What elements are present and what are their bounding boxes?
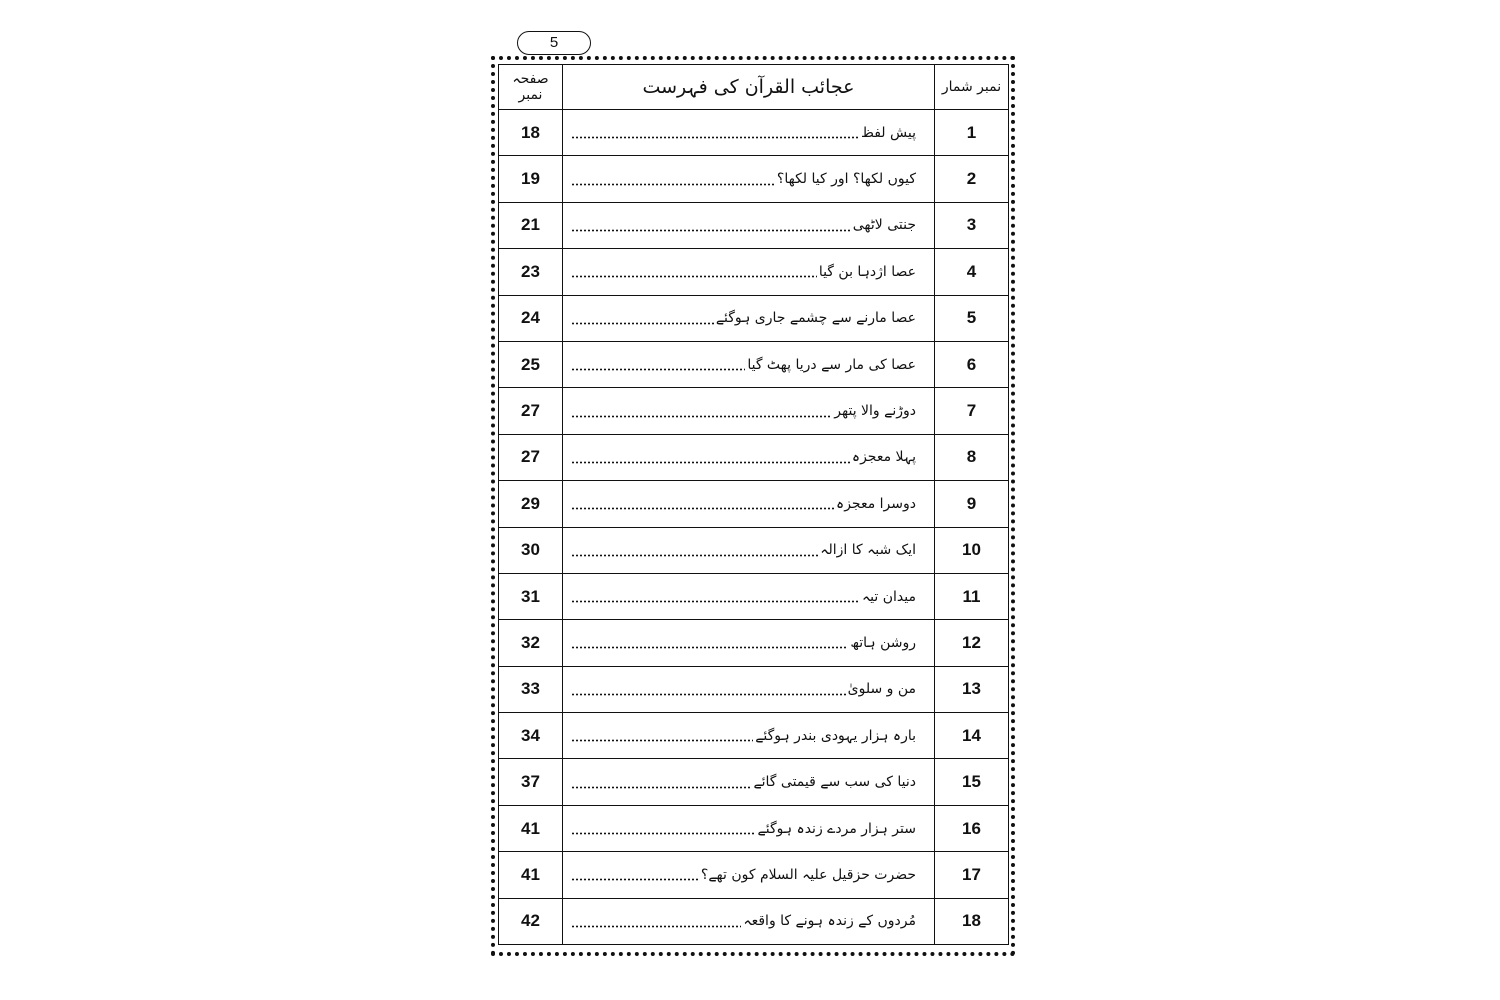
dot-leader — [571, 786, 751, 789]
page-number-cell: 27 — [499, 434, 563, 480]
table-row[interactable] — [499, 434, 1009, 480]
serial-number-cell: 3 — [935, 202, 1009, 248]
chapter-title-cell[interactable] — [563, 295, 935, 341]
serial-number-cell: 4 — [935, 249, 1009, 295]
chapter-title[interactable]: من و سلویٰ — [847, 681, 916, 698]
table-row[interactable] — [499, 898, 1009, 944]
table-row[interactable] — [499, 620, 1009, 666]
chapter-title-cell[interactable] — [563, 202, 935, 248]
table-row[interactable] — [499, 573, 1009, 619]
chapter-title-cell[interactable] — [563, 805, 935, 851]
chapter-title[interactable]: حضرت حزقیل علیہ السلام کون تھے؟ — [700, 866, 916, 883]
page-number-cell: 37 — [499, 759, 563, 805]
table-row[interactable] — [499, 759, 1009, 805]
serial-number-cell: 8 — [935, 434, 1009, 480]
page-number-cell: 21 — [499, 202, 563, 248]
chapter-title-cell[interactable] — [563, 759, 935, 805]
serial-number-cell: 11 — [935, 573, 1009, 619]
serial-number-header: نمبر شمار — [935, 65, 1009, 110]
serial-number-cell: 13 — [935, 666, 1009, 712]
chapter-title-cell[interactable] — [563, 620, 935, 666]
chapter-title-cell[interactable] — [563, 713, 935, 759]
chapter-title-cell[interactable] — [563, 434, 935, 480]
serial-number-cell: 12 — [935, 620, 1009, 666]
dot-leader — [571, 600, 860, 603]
serial-number-cell: 1 — [935, 110, 1009, 156]
dot-leader — [571, 693, 846, 696]
dot-leader — [571, 878, 699, 881]
table-row[interactable] — [499, 666, 1009, 712]
page-number-cell: 30 — [499, 527, 563, 573]
serial-number-cell: 16 — [935, 805, 1009, 851]
serial-number-cell: 10 — [935, 527, 1009, 573]
serial-number-cell: 6 — [935, 341, 1009, 387]
dot-leader — [571, 368, 745, 371]
dot-leader — [571, 322, 714, 325]
chapter-title-cell[interactable] — [563, 110, 935, 156]
serial-number-cell: 18 — [935, 898, 1009, 944]
dot-leader — [571, 461, 850, 464]
table-row[interactable] — [499, 295, 1009, 341]
chapter-title[interactable]: دوڑنے والا پتھر — [834, 403, 916, 420]
page-number-cell: 29 — [499, 481, 563, 527]
dot-leader — [571, 554, 818, 557]
page-number-cell: 27 — [499, 388, 563, 434]
table-row[interactable] — [499, 388, 1009, 434]
chapter-title[interactable]: بارہ ہزار یہودی بندر ہوگئے — [755, 727, 916, 744]
chapter-title[interactable]: عصا مارنے سے چشمے جاری ہوگئے — [715, 310, 916, 327]
dot-leader — [571, 275, 817, 278]
page-number-cell: 41 — [499, 805, 563, 851]
page-number-cell: 41 — [499, 852, 563, 898]
table-row[interactable] — [499, 805, 1009, 851]
serial-number-cell: 15 — [935, 759, 1009, 805]
serial-number-cell: 9 — [935, 481, 1009, 527]
chapter-title-cell[interactable] — [563, 666, 935, 712]
dot-leader — [571, 925, 741, 928]
serial-number-cell: 14 — [935, 713, 1009, 759]
chapter-title[interactable]: پیش لفظ — [860, 124, 916, 141]
page-number-badge: 5 — [517, 31, 591, 55]
page-number-cell: 25 — [499, 341, 563, 387]
page-number-header: صفحہ نمبر — [499, 65, 563, 110]
chapter-title[interactable]: مُردوں کے زندہ ہونے کا واقعہ — [743, 913, 916, 930]
chapter-title-cell[interactable] — [563, 388, 935, 434]
contents-title: عجائب القرآن کی فہرست — [563, 65, 935, 110]
table-row[interactable] — [499, 341, 1009, 387]
page-number-cell: 19 — [499, 156, 563, 202]
chapter-title-cell[interactable] — [563, 156, 935, 202]
table-row[interactable] — [499, 527, 1009, 573]
page-number-cell: 18 — [499, 110, 563, 156]
chapter-title-cell[interactable] — [563, 527, 935, 573]
table-row[interactable] — [499, 852, 1009, 898]
dot-leader — [571, 646, 848, 649]
table-row[interactable] — [499, 713, 1009, 759]
page-number-cell: 31 — [499, 573, 563, 619]
table-row[interactable] — [499, 156, 1009, 202]
table-body — [499, 110, 1009, 945]
chapter-title[interactable]: کیوں لکھا؟ اور کیا لکھا؟ — [776, 171, 916, 188]
dot-leader — [571, 183, 775, 186]
table-row[interactable] — [499, 481, 1009, 527]
page-number-cell: 32 — [499, 620, 563, 666]
chapter-title-cell[interactable] — [563, 341, 935, 387]
chapter-title-cell[interactable] — [563, 573, 935, 619]
chapter-title-cell[interactable] — [563, 481, 935, 527]
chapter-title[interactable]: عصا اژدہا بن گیا — [818, 263, 916, 280]
chapter-title[interactable]: دوسرا معجزہ — [835, 495, 916, 512]
chapter-title[interactable]: عصا کی مار سے دریا پھٹ گیا — [747, 356, 916, 373]
chapter-title-cell[interactable] — [563, 249, 935, 295]
table-row[interactable] — [499, 202, 1009, 248]
page-number-cell: 33 — [499, 666, 563, 712]
page-number-cell: 42 — [499, 898, 563, 944]
chapter-title[interactable]: پہلا معجزہ — [851, 449, 916, 466]
dot-leader — [571, 832, 756, 835]
chapter-title[interactable]: ایک شبہ کا ازالہ — [820, 542, 916, 559]
serial-number-cell: 5 — [935, 295, 1009, 341]
table-header-row — [499, 65, 1009, 110]
table-row[interactable] — [499, 249, 1009, 295]
serial-number-cell: 2 — [935, 156, 1009, 202]
chapter-title[interactable]: میدان تیہ — [861, 588, 916, 605]
chapter-title[interactable]: دنیا کی سب سے قیمتی گائے — [753, 774, 916, 791]
table-row[interactable] — [499, 110, 1009, 156]
page-number-cell: 24 — [499, 295, 563, 341]
chapter-title[interactable]: روشن ہاتھ — [850, 634, 916, 651]
dot-leader — [571, 229, 851, 232]
table-of-contents — [498, 64, 1009, 945]
dot-leader — [571, 507, 834, 510]
dot-leader — [571, 136, 859, 139]
chapter-title-cell[interactable] — [563, 852, 935, 898]
page-number-cell: 34 — [499, 713, 563, 759]
dot-leader — [571, 739, 753, 742]
chapter-title[interactable]: ستر ہزار مردے زندہ ہوگئے — [757, 820, 916, 837]
serial-number-cell: 7 — [935, 388, 1009, 434]
dot-leader — [571, 415, 832, 418]
chapter-title-cell[interactable] — [563, 898, 935, 944]
chapter-title[interactable]: جنتی لاٹھی — [852, 217, 916, 234]
page-number-cell: 23 — [499, 249, 563, 295]
serial-number-cell: 17 — [935, 852, 1009, 898]
